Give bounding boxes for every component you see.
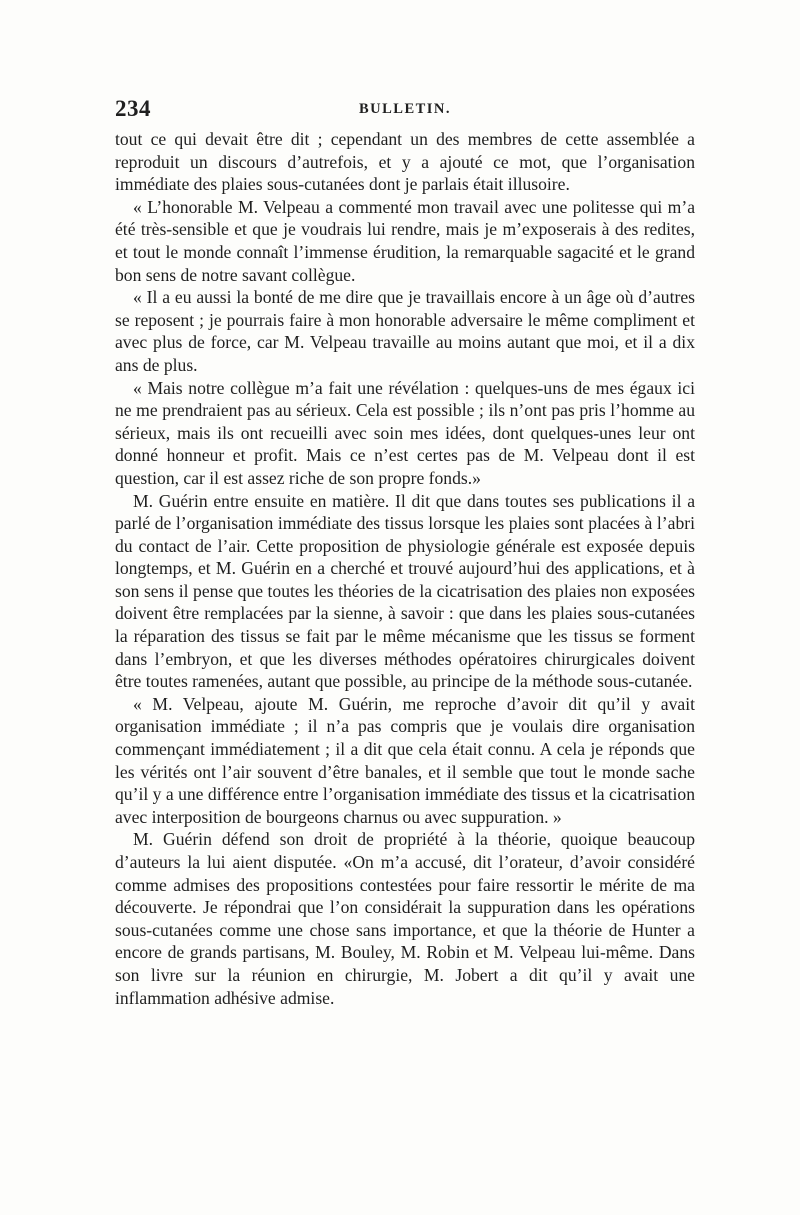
paragraph-guerin-theory: M. Guérin entre ensuite en matière. Il dit que dans toutes ses publications il a parlé de l’organisation immédiate des tissus lorsque les plaies sont placées à l’abri du contact de l’air. Cette proposition de physiologie générale est exposée depuis longtemps, et M. Guérin en a cherché et trouvé aujourd’hui des applications, et à son sens il pense que toutes les théories de la cicatrisation des plaies non exposées doivent être remplacées par la sienne, à savoir : que dans les plaies sous-cutanées la réparation des tissus se fait par le même mécanisme que les tissus se forment dans l’embryon, et que les diverses méthodes opératoires chirurgicales doivent être toutes ramenées, autant que possible, au principe de la méthode sous-cutanée. (115, 490, 695, 692)
paragraph-age-compliment: « Il a eu aussi la bonté de me dire que je travaillais encore à un âge où d’autres se reposent ; je pourrais faire à mon honorable adversaire le même compliment et avec plus de force, car M. Velpeau travaille au moins autant que moi, et il a dix ans de plus. (115, 287, 695, 375)
paragraph-property-defense: M. Guérin défend son droit de propriété à la théorie, quoique beaucoup d’auteurs la lui aient disputée. «On m’a accusé, dit l’orateur, d’avoir considéré comme admises des propositions contestées pour faire ressortir le mérite de ma découverte. Je répondrai que l’on considérait la suppuration dans les opérations sous-cutanées comme une chose sans importance, et que la théorie de Hunter a encore de grands partisans, M. Bouley, M. Robin et M. Velpeau lui-même. Dans son livre sur la réunion en chirurgie, M. Jobert a dit qu’il y avait une inflammation adhésive admise. (115, 829, 695, 1008)
page-header (115, 96, 695, 126)
body-text (115, 128, 695, 1009)
paragraph-continuation: tout ce qui devait être dit ; cependant un des membres de cette assemblée a reproduit un discours d’autrefois, et y a ajouté ce mot, que l’organisation immédiate des plaies sous-cutanées dont je parlais était illusoire. (115, 129, 695, 195)
paragraph-velpeau-politeness: « L’honorable M. Velpeau a commenté mon travail avec une politesse qui m’a été très-sensible et que je voudrais lui rendre, mais je m’exposerais à des redites, et tout le monde connaît l’immense érudition, la remarquable sagacité et le grand bon sens de notre savant collègue. (115, 196, 695, 285)
paragraph-immediate-organisation: « M. Velpeau, ajoute M. Guérin, me reproche d’avoir dit qu’il y avait organisation immédiate ; il n’a pas compris que je voulais dire organisation commençant immédiatement ; il a dit que cela était connu. A cela je réponds que les vérités ont l’air souvent d’être banales, et il semble que tout le monde sache qu’il y a une différence entre l’organisation immédiate des tissus et la cicatrisation avec interposition de bourgeons charnus ou avec suppuration. » (115, 693, 695, 827)
paragraph-revelation: « Mais notre collègue m’a fait une révélation : quelques-uns de mes égaux ici ne me prendraient pas au sérieux. Cela est possible ; ils n’ont pas pris l’homme au sérieux, mais ils ont recueilli avec soin mes idées, dont quelques-unes leur ont donné honneur et profit. Mais ce n’est certes pas de M. Velpeau dont il est question, car il est assez riche de son propre fonds.» (115, 377, 695, 488)
running-head: BULLETIN. (358, 101, 452, 117)
page-number: 234 (115, 96, 151, 121)
